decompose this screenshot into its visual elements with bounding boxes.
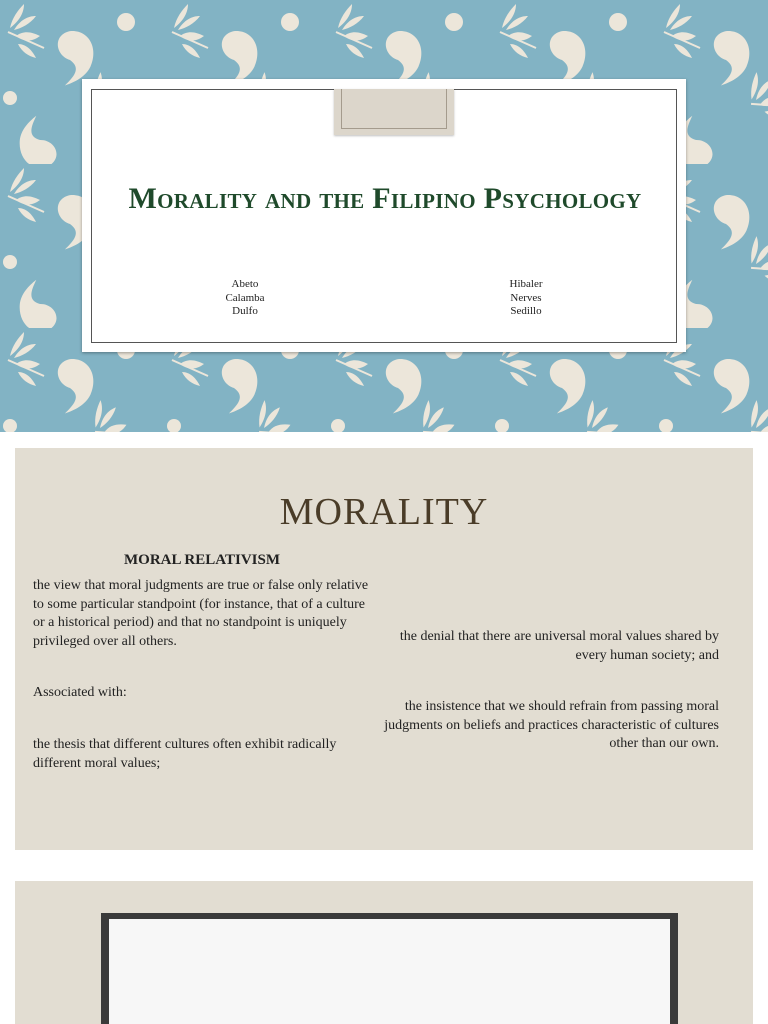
definition-paragraph: the view that moral judgments are true or false only relative to some particular standpoint (for instance, that of a culture or a historical period) and that no standpoint is uniquely privileged over all others.: [33, 578, 369, 649]
title-card-border: [91, 89, 677, 343]
authors-left: [200, 278, 290, 319]
thesis-paragraph: the thesis that different cultures often exhibit radically different moral values;: [33, 737, 337, 771]
author-name: Abeto: [231, 278, 259, 290]
author-name: Calamba: [225, 291, 265, 304]
author-name: Nerves: [510, 291, 542, 304]
author-name: Hibaler: [509, 278, 543, 290]
authors-right: [481, 278, 571, 319]
morality-slide: [15, 448, 753, 850]
title-card: [82, 79, 686, 352]
author-name: Sedillo: [510, 305, 542, 317]
insistence-paragraph: the insistence that we should refrain from passing moral judgments on beliefs and practices characteristic of cultures other than our own.: [384, 699, 719, 751]
picture-frame: [101, 913, 678, 1024]
next-slide-partial: [15, 881, 753, 1024]
associated-label: Associated with:: [33, 685, 127, 700]
slide-title: MORALITY: [279, 491, 489, 533]
picture-frame-inner: [109, 919, 670, 1024]
section-subheading: MORAL RELATIVISM: [124, 552, 280, 568]
presentation-title: Morality and the Filipino Psychology: [128, 182, 642, 215]
author-name: Dulfo: [232, 305, 258, 317]
title-slide: [0, 0, 768, 432]
denial-paragraph: the denial that there are universal moral values shared by every human society; and: [399, 629, 719, 663]
title-tab-decoration: [334, 89, 454, 135]
